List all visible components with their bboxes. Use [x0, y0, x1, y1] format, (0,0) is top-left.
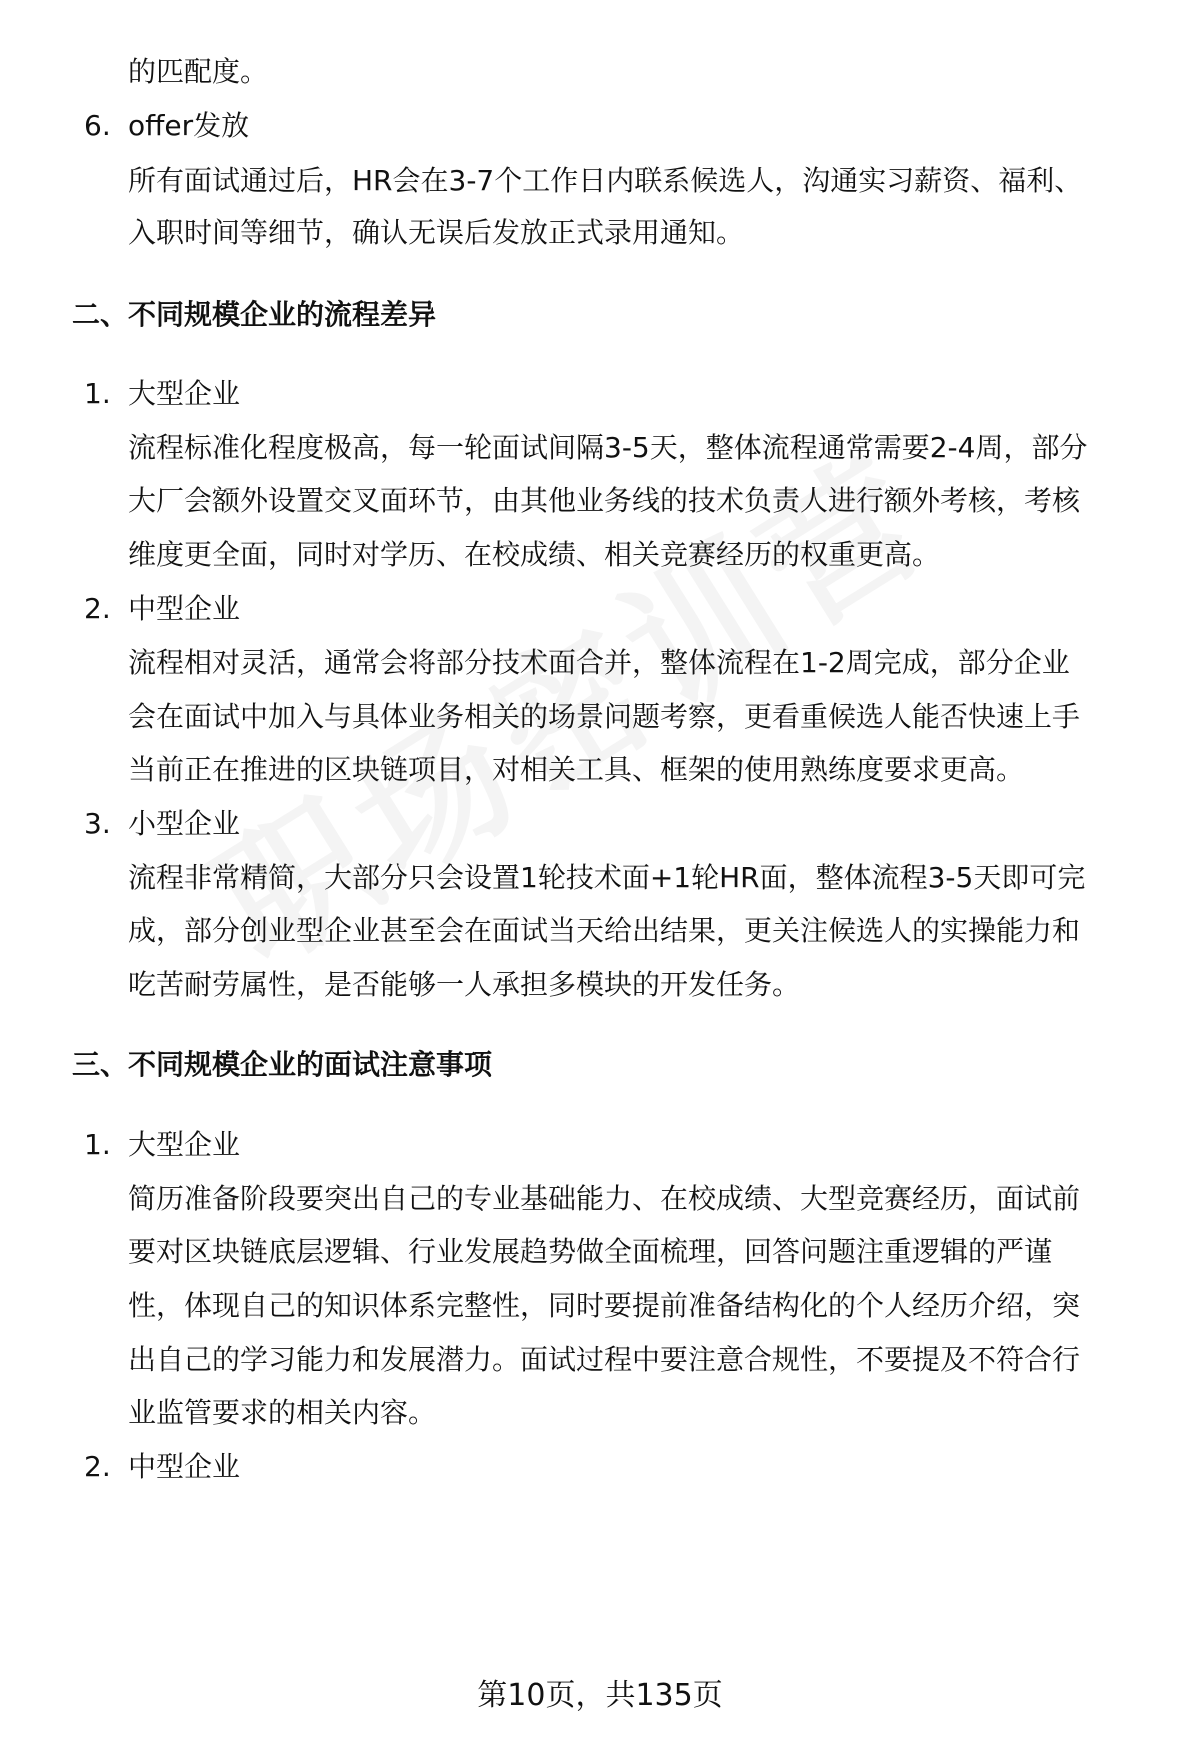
list-item-title: 大型企业	[128, 1128, 241, 1161]
list-item-title: 中型企业	[128, 1450, 241, 1483]
list-item-title: 大型企业	[128, 377, 241, 410]
list-item-title: 中型企业	[128, 592, 241, 625]
paragraph-line: 成，部分创业型企业甚至会在面试当天给出结果，更关注候选人的实操能力和	[128, 914, 1081, 947]
paragraph-line: 出自己的学习能力和发展潜力。面试过程中要注意合规性，不要提及不符合行	[128, 1343, 1081, 1376]
page-number-footer: 第10页，共135页	[477, 1678, 723, 1713]
section-heading: 三、不同规模企业的面试注意事项	[72, 1048, 493, 1081]
section-heading: 二、不同规模企业的流程差异	[72, 298, 437, 331]
paragraph-line: 流程标准化程度极高，每一轮面试间隔3-5天，整体流程通常需要2-4周，部分	[128, 431, 1088, 464]
list-number: 2.	[84, 1450, 111, 1483]
paragraph-line: 简历准备阶段要突出自己的专业基础能力、在校成绩、大型竞赛经历，面试前	[128, 1182, 1081, 1215]
paragraph-line: 入职时间等细节，确认无误后发放正式录用通知。	[128, 216, 745, 249]
paragraph-line: 流程相对灵活，通常会将部分技术面合并，整体流程在1-2周完成，部分企业	[128, 646, 1070, 679]
paragraph-line: 吃苦耐劳属性，是否能够一人承担多模块的开发任务。	[128, 968, 801, 1001]
list-number: 2.	[84, 592, 111, 625]
paragraph-line: 要对区块链底层逻辑、行业发展趋势做全面梳理，回答问题注重逻辑的严谨	[128, 1235, 1053, 1268]
paragraph-line: 所有面试通过后，HR会在3-7个工作日内联系候选人，沟通实习薪资、福利、	[128, 164, 1083, 197]
paragraph-line: 业监管要求的相关内容。	[128, 1396, 437, 1429]
paragraph-line: 当前正在推进的区块链项目，对相关工具、框架的使用熟练度要求更高。	[128, 753, 1025, 786]
paragraph-line: 会在面试中加入与具体业务相关的场景问题考察，更看重候选人能否快速上手	[128, 700, 1081, 733]
list-number: 3.	[84, 807, 111, 840]
paragraph-line: 大厂会额外设置交叉面环节，由其他业务线的技术负责人进行额外考核，考核	[128, 484, 1081, 517]
paragraph-line: 的匹配度。	[128, 55, 269, 88]
paragraph-line: 性，体现自己的知识体系完整性，同时要提前准备结构化的个人经历介绍，突	[128, 1289, 1081, 1322]
list-number: 1.	[84, 377, 111, 410]
list-number: 6.	[84, 109, 111, 142]
list-number: 1.	[84, 1128, 111, 1161]
list-item-title: 小型企业	[128, 807, 241, 840]
paragraph-line: 维度更全面，同时对学历、在校成绩、相关竞赛经历的权重更高。	[128, 538, 941, 571]
paragraph-line: 流程非常精简，大部分只会设置1轮技术面+1轮HR面，整体流程3-5天即可完	[128, 861, 1086, 894]
list-item-title: offer发放	[128, 109, 250, 142]
